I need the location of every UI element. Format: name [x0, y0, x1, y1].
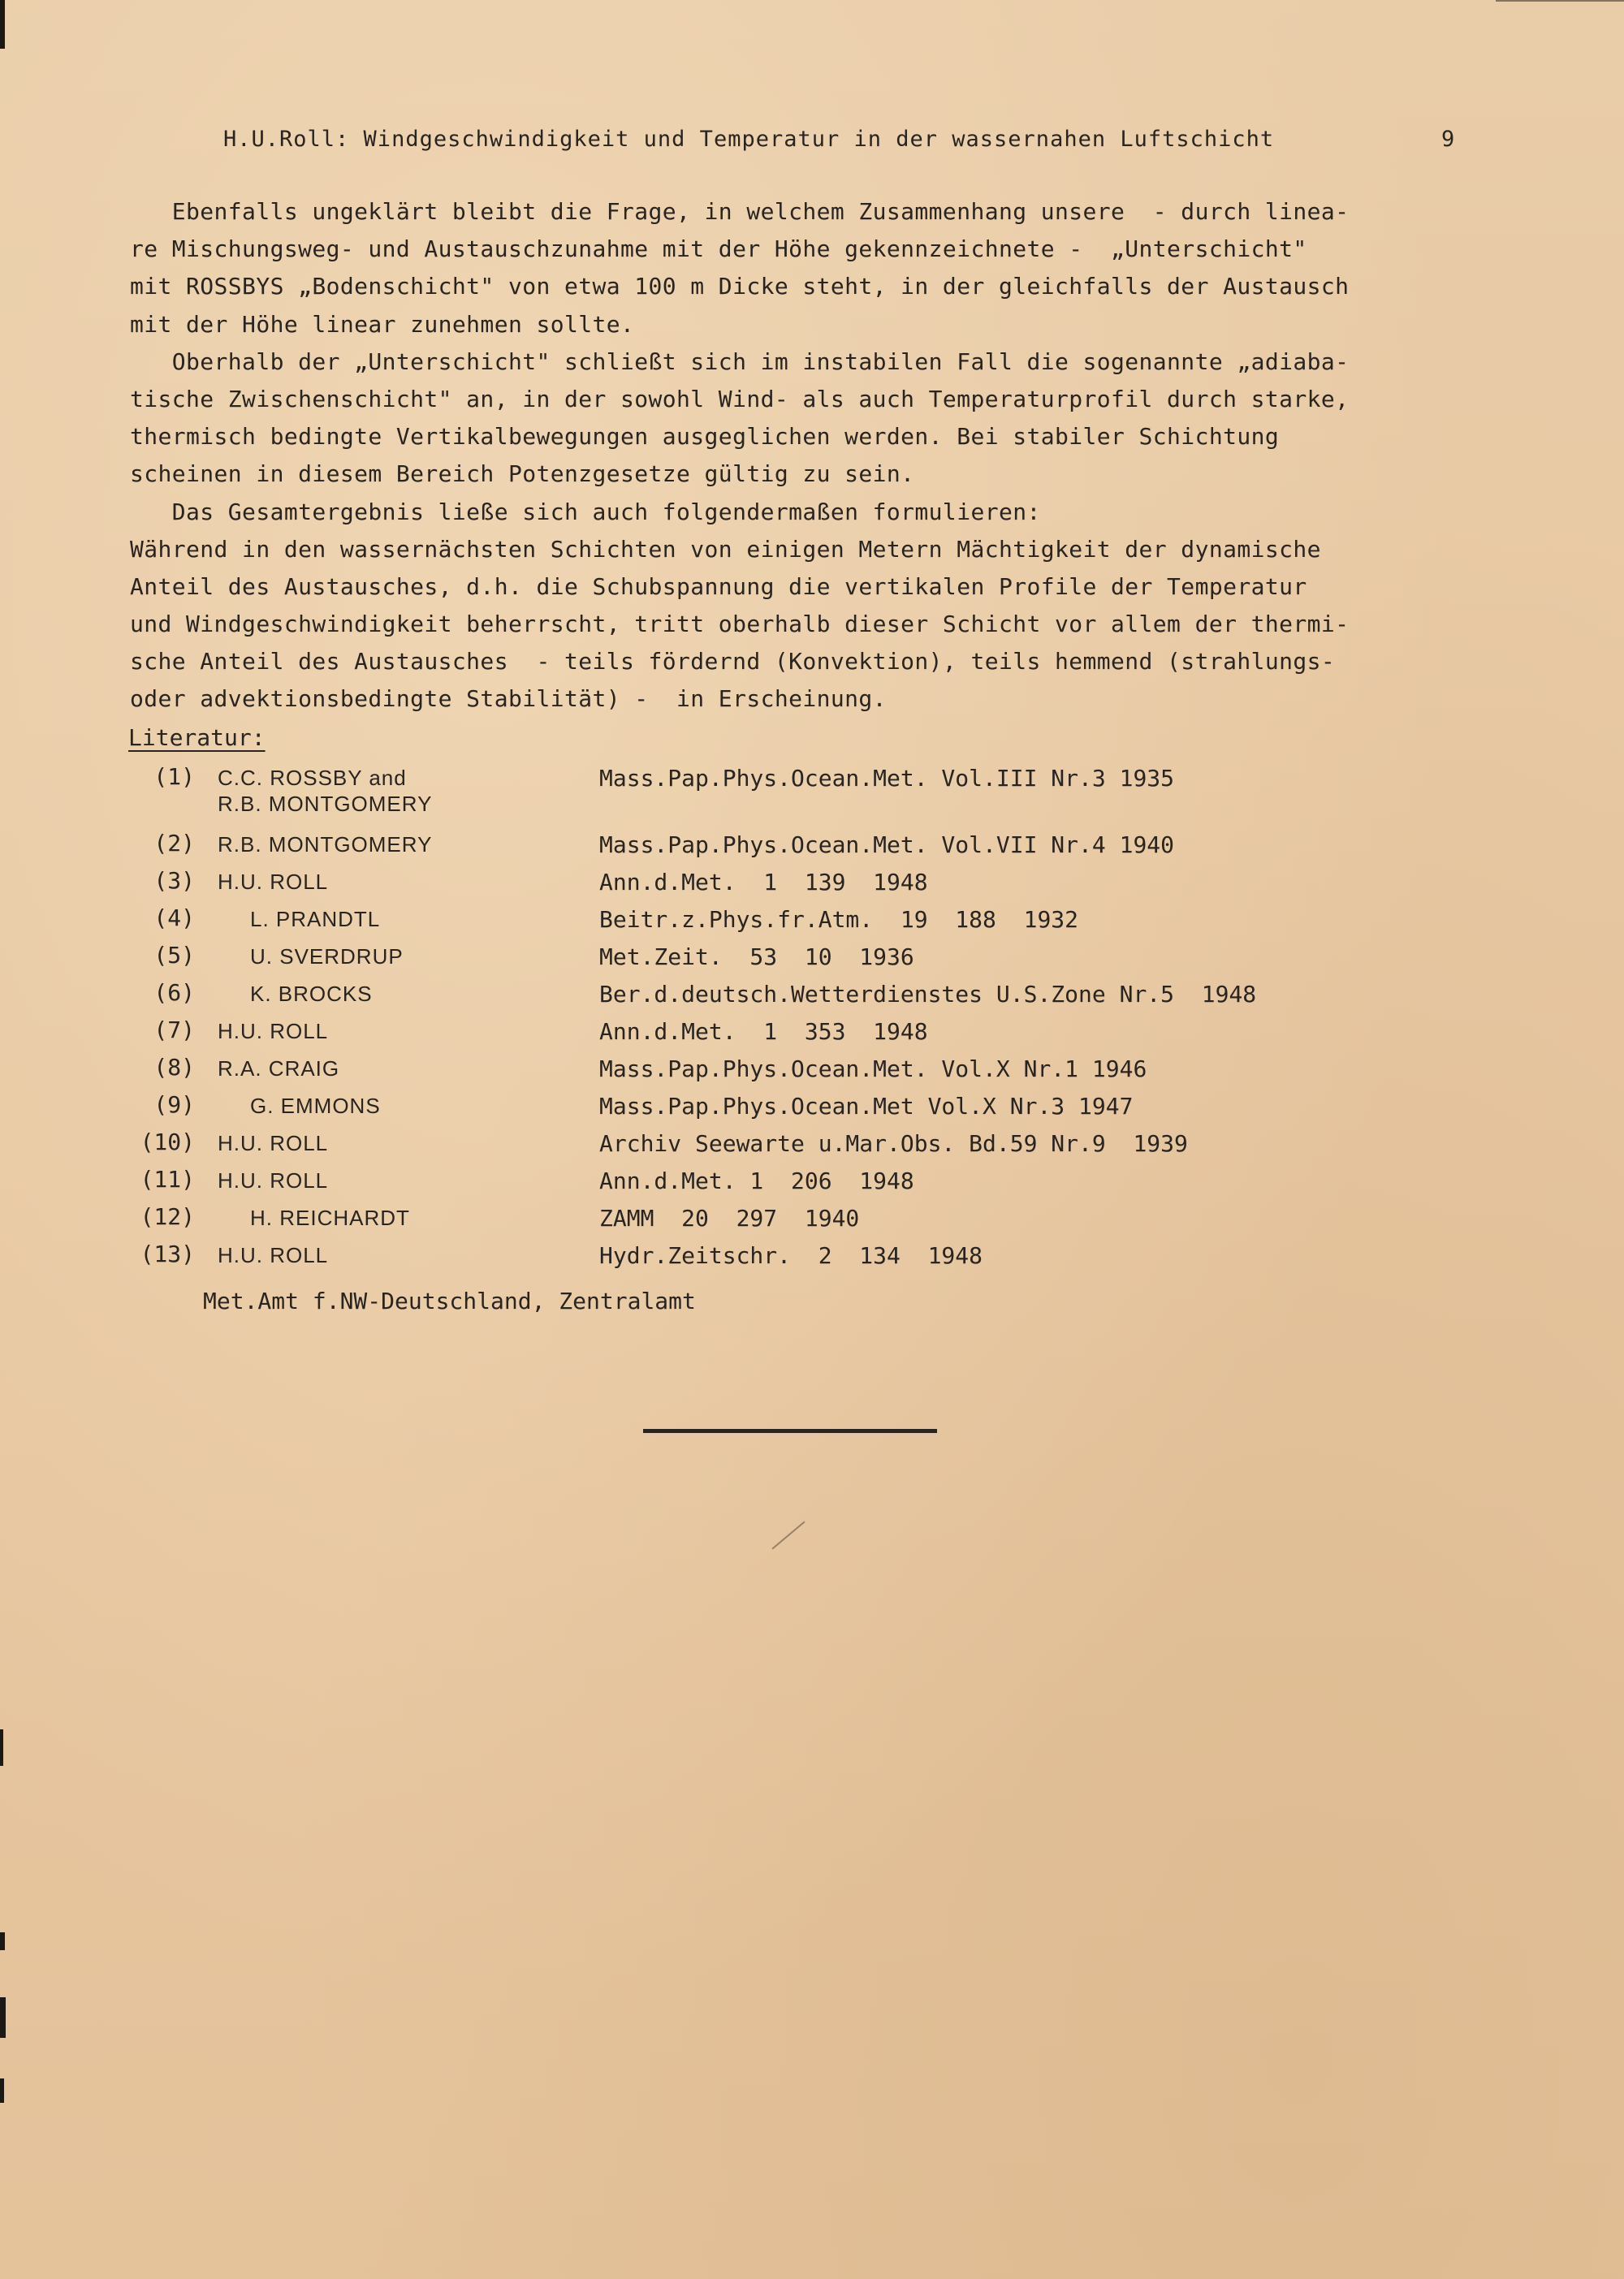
entry-author — [218, 765, 432, 817]
entry-author — [218, 906, 380, 932]
entry-number: (11) — [140, 1166, 195, 1193]
entry-reference: Ann.d.Met. 1 139 1948 — [599, 869, 928, 896]
entry-author — [218, 981, 373, 1007]
entry-number: (12) — [140, 1203, 195, 1230]
entry-reference: Mass.Pap.Phys.Ocean.Met. Vol.III Nr.3 1935 — [599, 765, 1175, 792]
paper-edge-mark — [0, 1729, 3, 1766]
entry-reference: Ann.d.Met. 1 353 1948 — [599, 1018, 928, 1045]
body-line: thermisch bedingte Vertikalbewegungen ausgeglichen werden. Bei stabiler Schichtung — [130, 423, 1280, 451]
entry-reference: Mass.Pap.Phys.Ocean.Met Vol.X Nr.3 1947 — [599, 1093, 1134, 1120]
literature-entry — [122, 1054, 1502, 1091]
entry-number: (9) — [153, 1091, 195, 1118]
entry-author: H.U. ROLL — [218, 1131, 329, 1155]
body-line: re Mischungsweg- und Austauschzunahme mit der Höhe gekennzeichnete - „Unterschicht" — [130, 235, 1307, 263]
paper-scratch-mark — [771, 1521, 805, 1550]
entry-author — [218, 943, 404, 969]
literature-entry — [122, 1241, 1502, 1278]
entry-author-line: L. PRANDTL — [250, 907, 381, 931]
entry-number: (3) — [153, 867, 195, 894]
literature-entry — [122, 1166, 1502, 1203]
paper-edge-mark — [0, 1932, 5, 1950]
literature-entry — [122, 904, 1502, 942]
entry-number: (8) — [153, 1054, 195, 1081]
literature-entry — [122, 979, 1502, 1016]
body-line: mit ROSSBYS „Bodenschicht" von etwa 100 m Dicke steht, in der gleichfalls der Austausch — [130, 273, 1350, 300]
body-line: oder advektionsbedingte Stabilität) - in Erscheinung. — [130, 685, 887, 713]
literature-entry — [122, 1129, 1502, 1166]
page-number: 9 — [1441, 127, 1456, 152]
entry-reference: Hydr.Zeitschr. 2 134 1948 — [599, 1242, 983, 1269]
entry-reference: Met.Zeit. 53 10 1936 — [599, 943, 914, 970]
entry-author-line: K. BROCKS — [250, 982, 373, 1006]
literature-heading: Literatur: — [128, 724, 266, 751]
entry-author: R.B. MONTGOMERY — [218, 832, 433, 857]
entry-author: H.U. ROLL — [218, 1243, 329, 1267]
entry-number: (7) — [153, 1016, 195, 1043]
body-line: Ebenfalls ungeklärt bleibt die Frage, in welchem Zusammenhang unsere - durch linea- — [130, 198, 1350, 225]
entry-author-line: H. REICHARDT — [250, 1206, 410, 1230]
literature-entry — [122, 830, 1502, 867]
body-line: und Windgeschwindigkeit beherrscht, tritt oberhalb dieser Schicht vor allem der thermi- — [130, 611, 1350, 638]
body-line: sche Anteil des Austausches - teils fördernd (Konvektion), teils hemmend (strahlungs- — [130, 648, 1336, 675]
entry-author — [218, 1093, 381, 1119]
entry-number: (10) — [140, 1129, 195, 1155]
body-text — [130, 193, 1470, 719]
paper-edge-mark — [0, 1997, 6, 2038]
literature-entry — [122, 763, 1502, 830]
entry-reference: Beitr.z.Phys.fr.Atm. 19 188 1932 — [599, 906, 1079, 933]
literature-entry — [122, 1091, 1502, 1129]
entry-reference: Archiv Seewarte u.Mar.Obs. Bd.59 Nr.9 1939 — [599, 1130, 1188, 1157]
affiliation: Met.Amt f.NW-Deutschland, Zentralamt — [203, 1288, 696, 1314]
entry-reference: Ann.d.Met. 1 206 1948 — [599, 1168, 914, 1194]
body-line: scheinen in diesem Bereich Potenzgesetze gültig zu sein. — [130, 460, 915, 488]
entry-number: (13) — [140, 1241, 195, 1267]
body-line: mit der Höhe linear zunehmen sollte. — [130, 310, 635, 338]
entry-number: (5) — [153, 942, 195, 969]
entry-reference: Mass.Pap.Phys.Ocean.Met. Vol.VII Nr.4 1940 — [599, 831, 1175, 858]
literature-entry — [122, 867, 1502, 904]
body-line: Während in den wassernächsten Schichten von einigen Metern Mächtigkeit der dynamische — [130, 535, 1321, 563]
entry-author-line: R.B. MONTGOMERY — [218, 792, 433, 816]
entry-author-line: C.C. ROSSBY and — [218, 766, 407, 790]
entry-author-line: U. SVERDRUP — [250, 944, 404, 969]
literature-entry — [122, 1203, 1502, 1241]
paper-edge-mark — [0, 2078, 4, 2103]
entry-reference: Mass.Pap.Phys.Ocean.Met. Vol.X Nr.1 1946 — [599, 1055, 1147, 1082]
body-line: Das Gesamtergebnis ließe sich auch folgendermaßen formulieren: — [130, 498, 1041, 525]
entry-author — [218, 1205, 410, 1231]
literature-list — [122, 763, 1502, 1278]
entry-number: (4) — [153, 904, 195, 931]
entry-number: (2) — [153, 830, 195, 857]
literature-entry — [122, 942, 1502, 979]
entry-number: (1) — [153, 763, 195, 790]
body-line: Anteil des Austausches, d.h. die Schubspannung die vertikalen Profile der Temperatur — [130, 572, 1307, 600]
entry-author: H.U. ROLL — [218, 870, 329, 894]
paper-edge-mark — [0, 0, 5, 49]
entry-author: H.U. ROLL — [218, 1168, 329, 1193]
entry-number: (6) — [153, 979, 195, 1006]
entry-reference: ZAMM 20 297 1940 — [599, 1205, 860, 1232]
end-rule-divider — [643, 1429, 937, 1433]
entry-author: R.A. CRAIG — [218, 1056, 340, 1081]
entry-author-line: G. EMMONS — [250, 1094, 381, 1118]
entry-reference: Ber.d.deutsch.Wetterdienstes U.S.Zone Nr.5 1948 — [599, 981, 1257, 1008]
body-line: Oberhalb der „Unterschicht" schließt sich im instabilen Fall die sogenannte „adiaba- — [130, 347, 1350, 375]
entry-author: H.U. ROLL — [218, 1019, 329, 1043]
paper-edge-mark — [1496, 0, 1624, 2]
running-title: H.U.Roll: Windgeschwindigkeit und Temperatur in der wassernahen Luftschicht — [223, 127, 1275, 152]
body-line: tische Zwischenschicht" an, in der sowohl Wind- als auch Temperaturprofil durch starke, — [130, 385, 1350, 412]
literature-entry — [122, 1016, 1502, 1054]
